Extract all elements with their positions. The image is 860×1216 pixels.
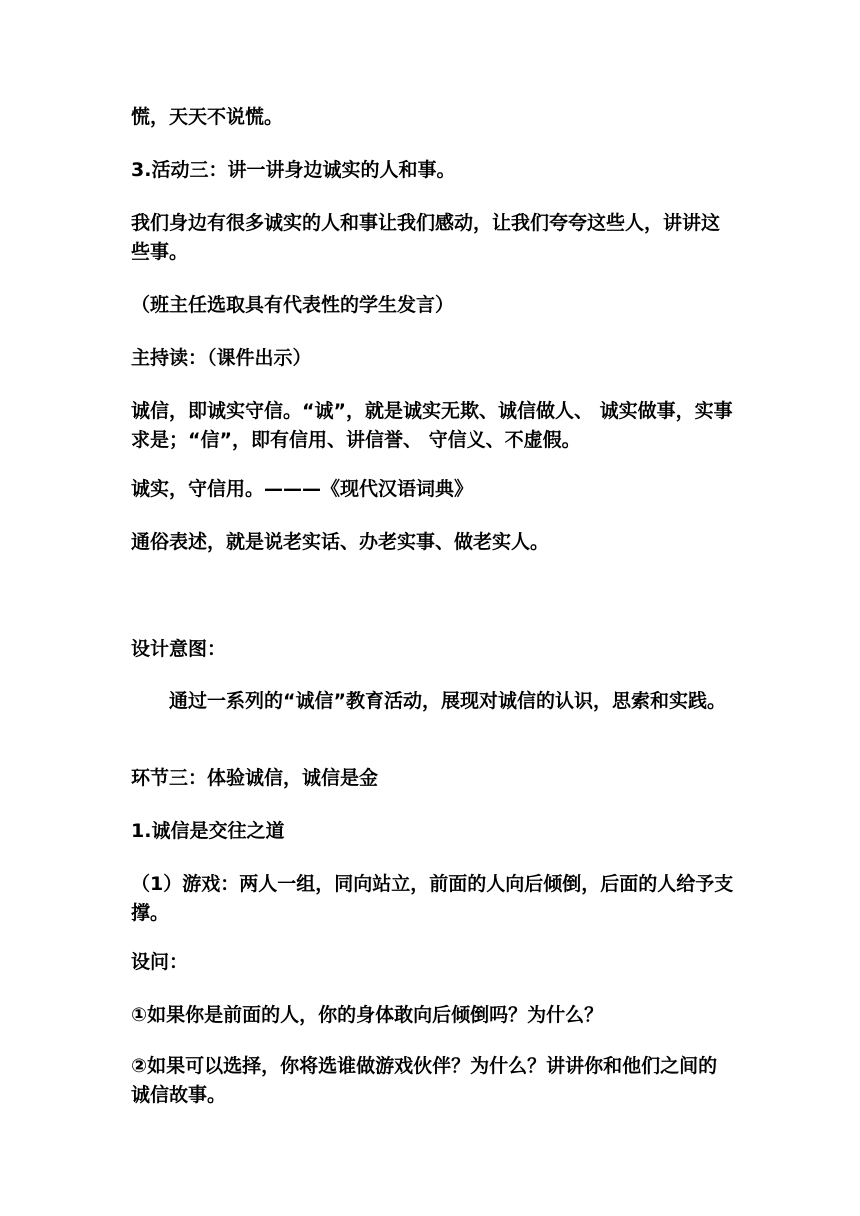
heading-subsection-one: 1.诚信是交往之道 [131, 820, 285, 842]
paragraph-game: （1）游戏：两人一组，同向站立，前面的人向后倾倒，后面的人给予支撑。 [131, 873, 734, 924]
heading-design-intent: 设计意图： [131, 638, 227, 660]
paragraph-activity-three: 3.活动三：讲一讲身边诚实的人和事。 [131, 159, 456, 181]
paragraph-dictionary-quote: 诚实，守信用。———《现代汉语词典》 [131, 478, 474, 500]
paragraph-teacher-selection: （班主任选取具有代表性的学生发言） [131, 294, 455, 316]
paragraph-plain-expression: 通俗表述，就是说老实话、办老实事、做老实人。 [131, 531, 550, 553]
paragraph-continuation: 慌，天天不说慌。 [131, 106, 284, 128]
paragraph-honest-people: 我们身边有很多诚实的人和事让我们感动，让我们夸夸这些人，讲讲这些事。 [131, 212, 721, 263]
heading-section-three: 环节三：体验诚信，诚信是金 [131, 767, 379, 789]
question-two: ②如果可以选择，你将选谁做游戏伙伴？为什么？讲讲你和他们之间的诚信故事。 [131, 1055, 718, 1106]
paragraph-definition: 诚信，即诚实守信。“诚”，就是诚实无欺、诚信做人、 诚实做事，实事求是；“信”，即有信用、讲信誉、 守信义、不虚假。 [131, 400, 733, 451]
heading-questions: 设问： [131, 951, 189, 973]
paragraph-design-intent: 通过一系列的“诚信”教育活动，展现对诚信的认识，思索和实践。 [169, 690, 726, 712]
paragraph-host-reads: 主持读：（课件出示） [131, 347, 312, 369]
question-one: ①如果你是前面的人，你的身体敢向后倾倒吗？为什么？ [131, 1004, 604, 1026]
